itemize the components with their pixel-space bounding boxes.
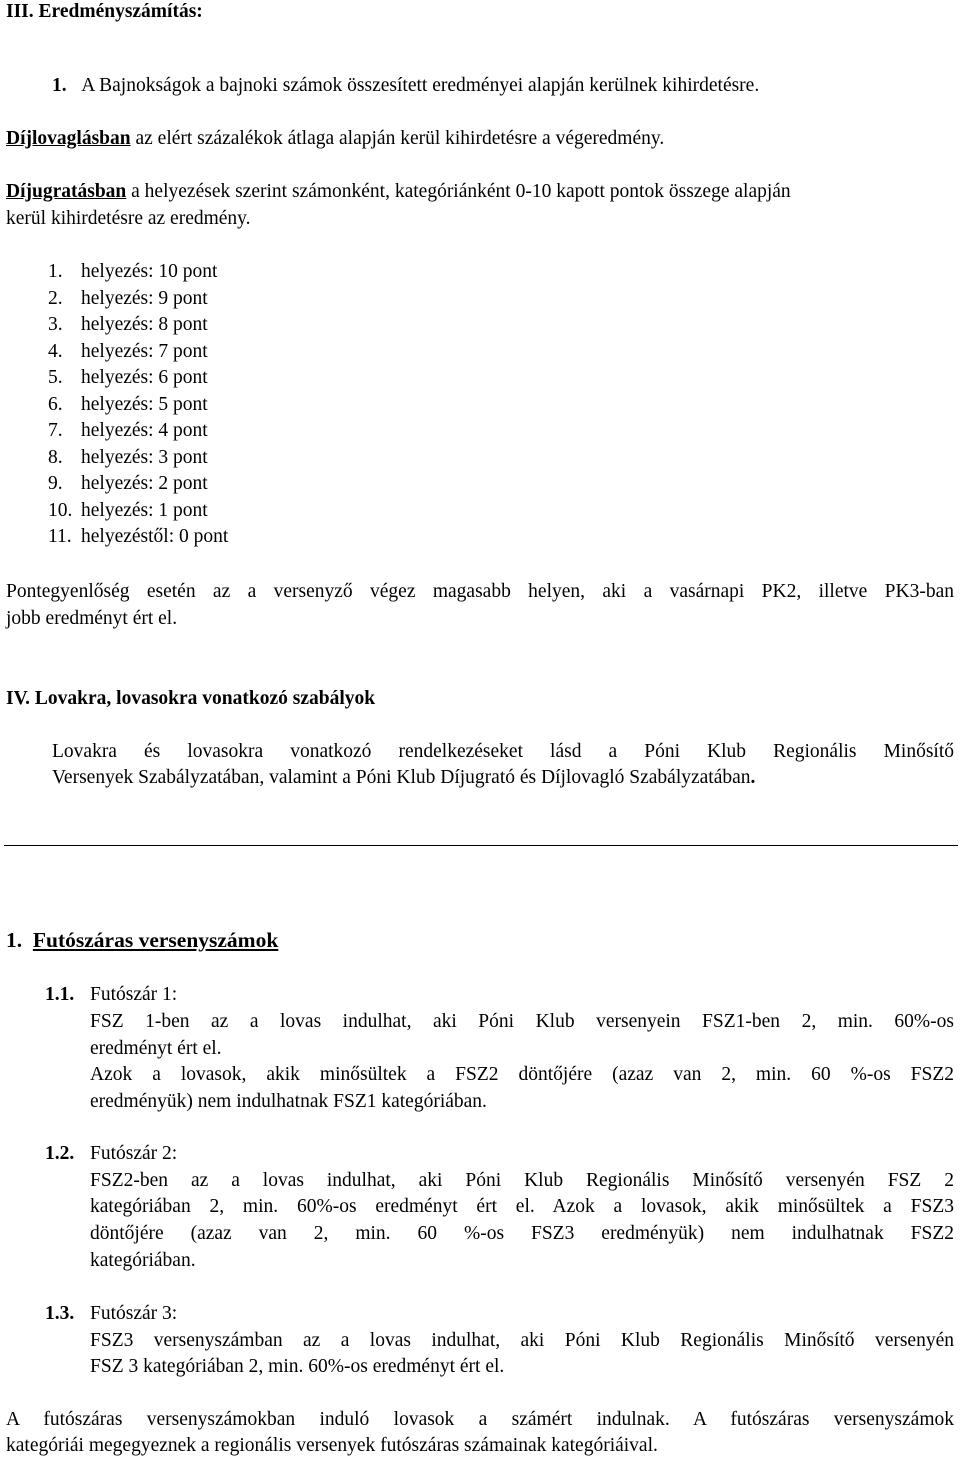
jumping-term: Díjugratásban <box>6 181 127 202</box>
sub-3-line-1: FSZ3 versenyszámban az a lovas indulhat, aki Póni Klub Regionális Minősítő versenyén <box>90 1330 954 1351</box>
list-item: 3. helyezés: 8 pont <box>48 314 208 335</box>
tie-rule-line-2: jobb eredményt ért el. <box>6 608 178 629</box>
list-item: 6. helyezés: 5 pont <box>48 394 208 415</box>
section-3-heading: III. Eredményszámítás: <box>6 1 203 22</box>
list-item: 1. helyezés: 10 pont <box>48 261 218 282</box>
sub-2-number: 1.2. <box>45 1143 75 1164</box>
sub-2-title: Futószár 2: <box>90 1143 178 1164</box>
sub-3-line-2: FSZ 3 kategóriában 2, min. 60%-os eredményt ért el. <box>90 1356 505 1377</box>
fsz-heading <box>6 928 278 952</box>
sub-2-heading <box>45 1142 177 1166</box>
item-1-number: 1. <box>52 75 67 96</box>
closing-line-1: A futószáras versenyszámokban induló lovasok a számért indulnak. A futószáras versenyszámok <box>6 1409 954 1430</box>
sub-1-line-3: Azok a lovasok, akik minősültek a FSZ2 döntőjére (azaz van 2, min. 60 %-os FSZ2 <box>90 1064 954 1085</box>
list-item: 5. helyezés: 6 pont <box>48 367 208 388</box>
list-item: 11. helyezéstől: 0 pont <box>48 526 229 547</box>
dressage-text: az elért százalékok átlaga alapján kerül kihirdetésre a végeredmény. <box>130 128 665 149</box>
sub-3-number: 1.3. <box>45 1303 75 1324</box>
sub-2-line-1: FSZ2-ben az a lovas indulhat, aki Póni Klub Regionális Minősítő versenyén FSZ 2 <box>90 1170 954 1191</box>
jumping-text: a helyezések szerint számonként, kategóriánként 0-10 kapott pontok összege alapján <box>126 181 791 202</box>
sub-1-line-2: eredményt ért el. <box>90 1038 222 1059</box>
item-1-text: A Bajnokságok a bajnoki számok összesített eredményei alapján kerülnek kihirdetésre. <box>81 75 760 96</box>
dressage-paragraph <box>6 127 664 151</box>
list-item: 4. helyezés: 7 pont <box>48 341 208 362</box>
section-4-line-1: Lovakra és lovasokra vonatkozó rendelkezéseket lásd a Póni Klub Regionális Minősítő <box>52 741 954 762</box>
sub-2-line-2: kategóriában 2, min. 60%-os eredményt ért el. Azok a lovasok, akik minősültek a FSZ3 <box>90 1196 954 1217</box>
sub-3-heading <box>45 1302 177 1326</box>
list-item: 9. helyezés: 2 pont <box>48 473 208 494</box>
sub-1-title: Futószár 1: <box>90 984 178 1005</box>
sub-3-title: Futószár 3: <box>90 1303 178 1324</box>
fsz-heading-title: Futószáras versenyszámok <box>32 928 279 952</box>
sub-1-number: 1.1. <box>45 984 75 1005</box>
list-item: 10. helyezés: 1 pont <box>48 500 208 521</box>
section-4-heading: IV. Lovakra, lovasokra vonatkozó szabályok <box>6 688 376 709</box>
closing-line-2: kategóriái megegyeznek a regionális versenyek futószáras számainak kategóriáival. <box>6 1435 658 1456</box>
fsz-heading-number: 1. <box>6 928 23 952</box>
list-item: 2. helyezés: 9 pont <box>48 288 208 309</box>
list-item: 8. helyezés: 3 pont <box>48 447 208 468</box>
jumping-paragraph-line-2: kerül kihirdetésre az eredmény. <box>6 208 251 229</box>
section-4-line-2: Versenyek Szabályzatában, valamint a Póni Klub Díjugrató és Díjlovagló Szabályzatában. <box>52 767 756 788</box>
dressage-term: Díjlovaglásban <box>6 128 131 149</box>
sub-1-heading <box>45 983 177 1007</box>
sub-2-line-3: döntőjére (azaz van 2, min. 60 %-os FSZ3 eredményük) nem indulhatnak FSZ2 <box>90 1223 954 1244</box>
sub-2-line-4: kategóriában. <box>90 1250 196 1271</box>
tie-rule-line-1: Pontegyenlőség esetén az a versenyző végez magasabb helyen, aki a vasárnapi PK2, illetve PK3-ban <box>6 581 954 602</box>
list-item: 7. helyezés: 4 pont <box>48 420 208 441</box>
jumping-paragraph-line-1 <box>6 180 791 204</box>
sub-1-line-1: FSZ 1-ben az a lovas indulhat, aki Póni Klub versenyein FSZ1-ben 2, min. 60%-os <box>90 1011 954 1032</box>
item-1 <box>52 74 759 98</box>
sub-1-line-4: eredményük) nem indulhatnak FSZ1 kategóriában. <box>90 1091 487 1112</box>
horizontal-divider <box>4 845 958 846</box>
